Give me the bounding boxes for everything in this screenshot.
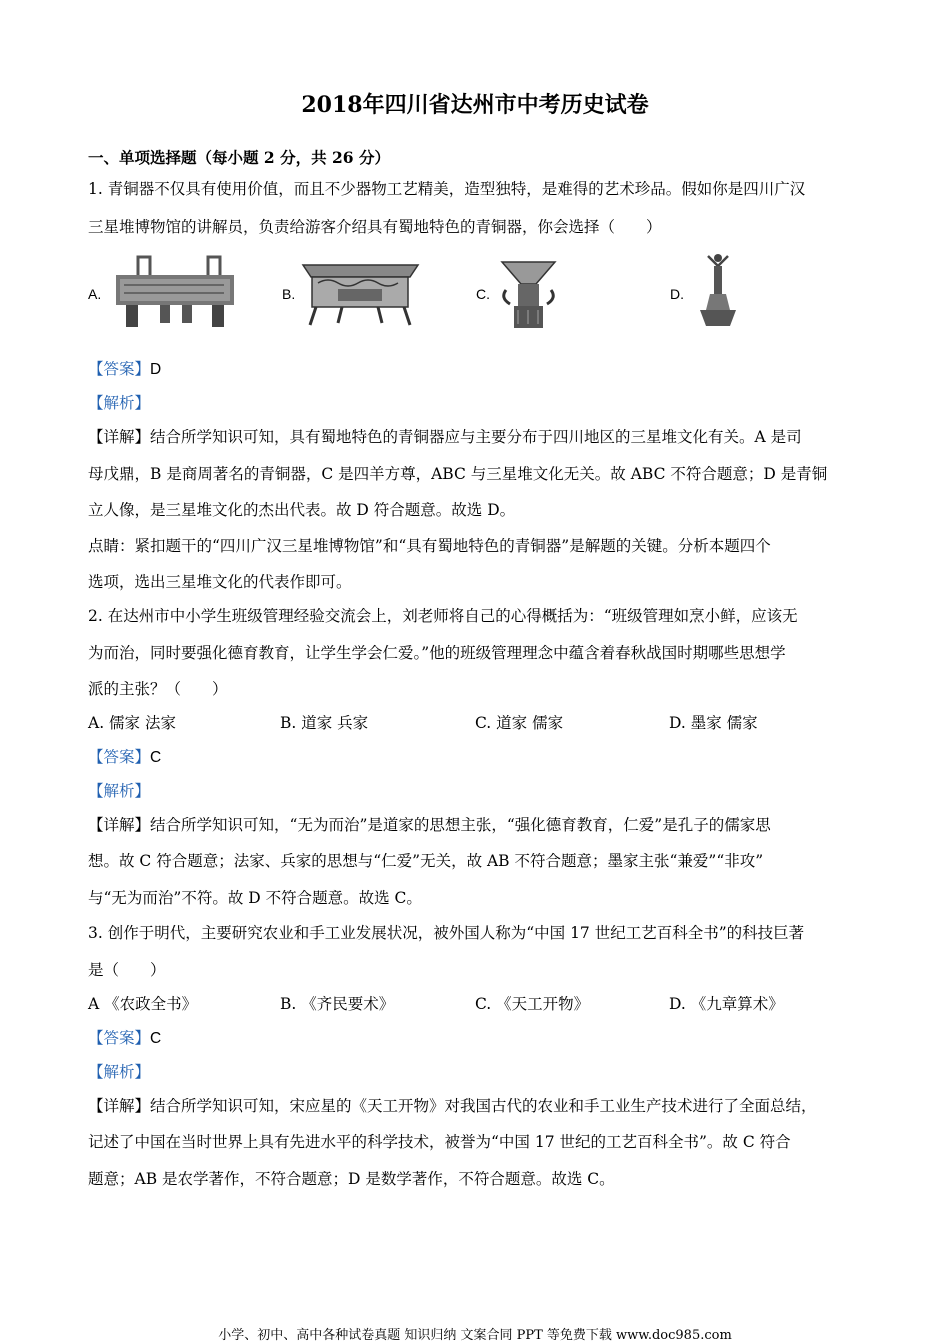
- q1-option-c-image: [496, 258, 561, 332]
- q1-analysis-label: 【解析】: [88, 394, 151, 412]
- page-title: 2018年四川省达州市中考历史试卷: [301, 92, 649, 118]
- q3-analysis-label: 【解析】: [88, 1063, 151, 1081]
- detail-text: 结合所学知识可知，宋应星的《天工开物》对我国古代的农业和手工业生产技术进行了全面总结，: [150, 1097, 817, 1115]
- q1-stem-line2: 三星堆博物馆的讲解员，负责给游客介绍具有蜀地特色的青铜器，你会选择（ ）: [88, 218, 662, 236]
- footer-watermark: 小学、初中、高中各种试卷真题 知识归纳 文案合同 PPT 等免费下载 www.doc985.com: [218, 1328, 732, 1343]
- q2-detail-line1: [88, 813, 771, 835]
- q3-option-b: B. 《齐民要术》: [280, 995, 395, 1013]
- answer-label: 【答案】: [88, 748, 151, 766]
- q1-option-a-label: A.: [88, 286, 102, 302]
- q1-option-c-label: C.: [476, 286, 490, 302]
- q3-detail-line3: 题意；AB 是农学著作，不符合题意；D 是数学著作，不符合题意。故选 C。: [88, 1170, 615, 1188]
- q3-detail-line1: [88, 1094, 817, 1116]
- q3-detail-line2: 记述了中国在当时世界上具有先进水平的科学技术，被誉为“中国 17 世纪的工艺百科全书”。故 C 符合: [88, 1133, 791, 1151]
- q3-answer: [88, 1026, 161, 1048]
- answer-label: 【答案】: [88, 360, 151, 378]
- q2-option-d: D. 墨家 儒家: [669, 714, 758, 732]
- q2-option-a: A. 儒家 法家: [88, 714, 176, 732]
- q2-stem-line2: 为而治，同时要强化德育教育，让学生学会仁爱。”他的班级管理理念中蕴含着春秋战国时期哪些思想学: [88, 644, 786, 662]
- q1-detail-line1: [88, 425, 802, 447]
- q1-detail-line3: 立人像，是三星堆文化的杰出代表。故 D 符合题意。故选 D。: [88, 501, 516, 519]
- detail-text: 结合所学知识可知，具有蜀地特色的青铜器应与主要分布于四川地区的三星堆文化有关。A 是司: [150, 428, 802, 446]
- q1-option-b-label: B.: [282, 286, 296, 302]
- q2-detail-line3: 与“无为而治”不符。故 D 不符合题意。故选 C。: [88, 889, 422, 907]
- q1-answer: [88, 357, 161, 379]
- q2-options: [88, 711, 868, 731]
- detail-text: 结合所学知识可知，“无为而治”是道家的思想主张，“强化德育教育，仁爱”是孔子的儒家思: [150, 816, 771, 834]
- section-heading: 一、单项选择题（每小题 2 分，共 26 分）: [88, 148, 390, 167]
- q3-option-c: C. 《天工开物》: [475, 995, 590, 1013]
- detail-label: 【详解】: [88, 816, 151, 834]
- q1-option-a-image: [104, 255, 239, 330]
- answer-value: D: [150, 361, 162, 378]
- detail-label: 【详解】: [88, 1097, 151, 1115]
- q3-stem-line2: 是（ ）: [88, 961, 166, 979]
- q2-analysis-label: 【解析】: [88, 782, 151, 800]
- q1-option-b-image: [298, 255, 423, 327]
- q3-option-a: A 《农政全书》: [88, 995, 198, 1013]
- q1-detail-line2: 母戊鼎，B 是商周著名的青铜器，C 是四羊方尊，ABC 与三星堆文化无关。故 ABC 不符合题意；D 是青铜: [88, 465, 828, 483]
- q2-stem-line3: 派的主张？（ ）: [88, 680, 228, 698]
- q2-option-b: B. 道家 兵家: [280, 714, 369, 732]
- q3-option-d: D. 《九章算术》: [669, 995, 784, 1013]
- answer-value: C: [150, 749, 162, 766]
- q2-stem-line1: 2. 在达州市中小学生班级管理经验交流会上，刘老师将自己的心得概括为：“班级管理如烹小鲜，应该无: [88, 607, 798, 625]
- answer-value: C: [150, 1030, 162, 1047]
- q1-tip-line1: 点睛：紧扣题干的“四川广汉三星堆博物馆”和“具有蜀地特色的青铜器”是解题的关键。分析本题四个: [88, 537, 771, 555]
- answer-label: 【答案】: [88, 1029, 151, 1047]
- q1-option-d-image: [690, 250, 740, 330]
- q2-answer: [88, 745, 161, 767]
- q2-option-c: C. 道家 儒家: [475, 714, 564, 732]
- detail-label: 【详解】: [88, 428, 151, 446]
- q1-tip-line2: 选项，选出三星堆文化的代表作即可。: [88, 573, 352, 591]
- q1-option-d-label: D.: [670, 286, 684, 302]
- q3-options: [88, 992, 868, 1012]
- q2-detail-line2: 想。故 C 符合题意；法家、兵家的思想与“仁爱”无关，故 AB 不符合题意；墨家主张“兼爱”“非攻”: [88, 852, 764, 870]
- q3-stem-line1: 3. 创作于明代，主要研究农业和手工业发展状况，被外国人称为“中国 17 世纪工艺百科全书”的科技巨著: [88, 924, 805, 942]
- q1-stem-line1: 1. 青铜器不仅具有使用价值，而且不少器物工艺精美，造型独特，是难得的艺术珍品。假如你是四川广汉: [88, 180, 806, 198]
